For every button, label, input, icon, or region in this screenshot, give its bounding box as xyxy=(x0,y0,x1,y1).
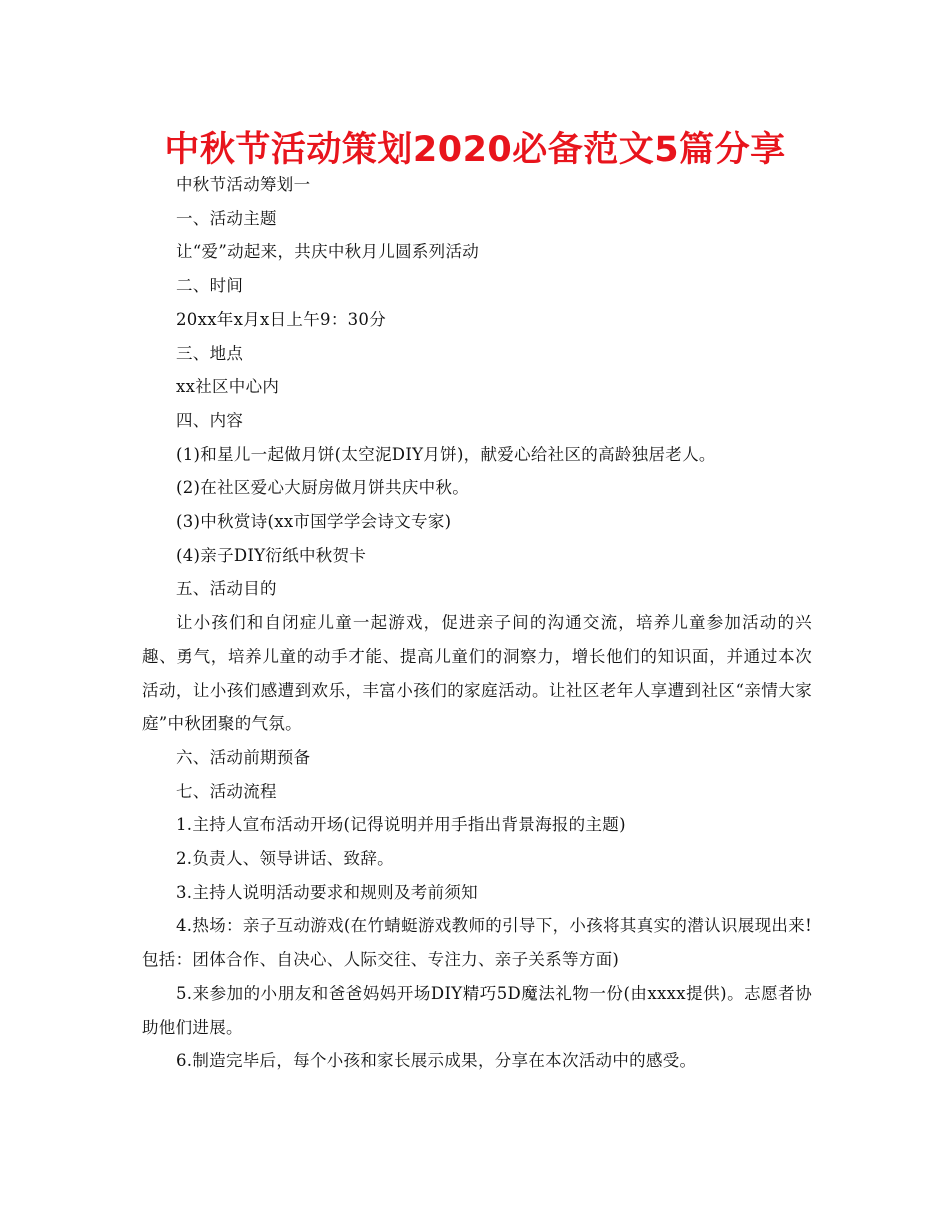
heading-plan-one: 中秋节活动筹划一 xyxy=(176,175,311,194)
section-heading-location: 三、地点 xyxy=(176,343,244,363)
time-text: 20xx年x月x日上午9：30分 xyxy=(176,309,387,329)
document-body xyxy=(142,168,812,1078)
document-title: 中秋节活动策划2020必备范文5篇分享 xyxy=(164,130,786,170)
section-heading-preparation: 六、活动前期预备 xyxy=(176,747,311,767)
process-step: 6.制造完毕后，每个小孩和家长展示成果，分享在本次活动中的感受。 xyxy=(176,1051,697,1071)
process-step: 5.来参加的小朋友和爸爸妈妈开场DIY精巧5D魔法礼物一份(由xxxx提供)。志愿者协助他们进展。 xyxy=(142,983,812,1037)
process-step: 2.负责人、领导讲话、致辞。 xyxy=(176,849,394,869)
section-heading-theme: 一、活动主题 xyxy=(176,208,277,228)
process-step: 3.主持人说明活动要求和规则及考前须知 xyxy=(176,882,478,902)
content-item: (2)在社区爱心大厨房做月饼共庆中秋。 xyxy=(176,478,470,498)
content-item: (1)和星儿一起做月饼(太空泥DIY月饼)，献爱心给社区的高龄独居老人。 xyxy=(176,444,716,464)
purpose-paragraph: 让小孩们和自闭症儿童一起游戏，促进亲子间的沟通交流，培养儿童参加活动的兴趣、勇气，培养儿童的动手才能、提高儿童们的洞察力，增长他们的知识面，并通过本次活动，让小孩们感遭到欢乐，丰富小孩们的家庭活动。让社区老年人享遭到社区“亲情大家庭”中秋团聚的气氛。 xyxy=(142,613,812,734)
theme-text: 让“爱”动起来，共庆中秋月儿圆系列活动 xyxy=(176,242,480,262)
location-text: xx社区中心内 xyxy=(176,377,280,397)
section-heading-time: 二、时间 xyxy=(176,276,244,296)
section-heading-process: 七、活动流程 xyxy=(176,781,277,801)
process-step: 4.热场：亲子互动游戏(在竹蜻蜓游戏教师的引导下，小孩将其真实的潜认识展现出来!包括：团体合作、自决心、人际交往、专注力、亲子关系等方面) xyxy=(142,916,812,970)
content-item: (4)亲子DIY衍纸中秋贺卡 xyxy=(176,545,367,565)
process-step: 1.主持人宣布活动开场(记得说明并用手指出背景海报的主题) xyxy=(176,815,626,835)
content-item: (3)中秋赏诗(xx市国学学会诗文专家) xyxy=(176,512,452,532)
section-heading-purpose: 五、活动目的 xyxy=(176,579,277,599)
section-heading-content: 四、内容 xyxy=(176,410,244,430)
